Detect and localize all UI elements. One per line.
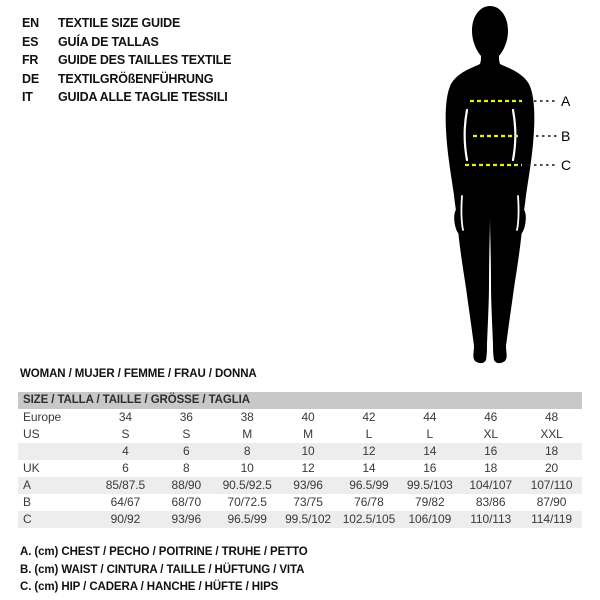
size-cell: 99.5/103 <box>406 478 453 492</box>
language-guide <box>22 14 231 107</box>
size-cell: 76/78 <box>354 495 384 509</box>
table-row <box>18 511 582 528</box>
lang-label: GUIDA ALLE TAGLIE TESSILI <box>58 90 228 105</box>
category-title: WOMAN / MUJER / FEMME / FRAU / DONNA <box>20 368 257 380</box>
size-cell: 8 <box>183 461 190 475</box>
size-cell: 99.5/102 <box>285 512 332 526</box>
size-cell: 14 <box>362 461 376 475</box>
row-label: A <box>23 478 31 492</box>
lang-code: FR <box>22 53 39 68</box>
table-row <box>18 443 582 460</box>
size-cell: 87/90 <box>536 495 567 509</box>
lang-label: TEXTILE SIZE GUIDE <box>58 16 181 30</box>
size-cell: 34 <box>118 410 133 424</box>
lang-label: GUIDE DES TAILLES TEXTILE <box>58 53 232 68</box>
size-cell: XXL <box>540 427 563 441</box>
size-cell: L <box>365 427 373 441</box>
size-cell: 38 <box>240 410 254 424</box>
row-label: US <box>23 427 40 441</box>
legend-line-chest: A. (cm) CHEST / PECHO / POITRINE / TRUHE / PETTO <box>20 546 308 558</box>
size-cell: 14 <box>423 444 437 458</box>
row-label: B <box>23 495 31 509</box>
size-cell: 10 <box>301 444 315 458</box>
size-cell: 102.5/105 <box>342 512 396 526</box>
size-cell: 79/82 <box>415 495 445 509</box>
size-cell: 20 <box>544 461 559 475</box>
table-row <box>18 477 582 494</box>
size-cell: 6 <box>122 461 129 475</box>
size-cell: 4 <box>122 444 129 458</box>
size-cell: 6 <box>183 444 190 458</box>
size-cell: 110/113 <box>470 512 512 526</box>
legend-line-hip: C. (cm) HIP / CADERA / HANCHE / HÜFTE / HIPS <box>20 581 279 593</box>
size-cell: 93/96 <box>171 512 202 526</box>
size-cell: 96.5/99 <box>349 478 389 492</box>
size-cell: 48 <box>544 410 559 424</box>
size-cell: S <box>121 427 130 441</box>
lang-label: GUÍA DE TALLAS <box>58 34 159 49</box>
lang-row-es <box>22 33 231 52</box>
size-cell: S <box>182 427 191 441</box>
size-cell: 85/87.5 <box>105 478 146 492</box>
size-cell: 90/92 <box>110 512 141 526</box>
size-cell: 40 <box>301 410 315 424</box>
size-cell: 42 <box>362 410 376 424</box>
lang-code: IT <box>22 90 33 105</box>
measure-label-b: B <box>561 128 571 144</box>
size-cell: 10 <box>240 461 254 475</box>
size-cell: L <box>426 427 434 441</box>
size-cell: 12 <box>301 461 315 475</box>
size-table-header: SIZE / TALLA / TAILLE / GRÖSSE / TAGLIA <box>18 392 582 409</box>
size-cell: 88/90 <box>171 478 202 492</box>
size-cell: 68/70 <box>171 495 202 509</box>
lang-row-en <box>22 14 231 33</box>
lang-label: TEXTILGRÖßENFÜHRUNG <box>58 71 214 86</box>
size-cell: 93/96 <box>293 478 323 492</box>
size-table-rows <box>18 409 582 528</box>
woman-silhouette <box>430 0 570 375</box>
size-cell: 12 <box>362 444 376 458</box>
size-cell: 64/67 <box>110 495 141 509</box>
size-cell: 70/72.5 <box>227 495 267 509</box>
size-cell: M <box>242 427 253 441</box>
size-cell: 96.5/99 <box>227 512 267 526</box>
size-cell: XL <box>483 427 498 441</box>
size-cell: 36 <box>179 410 193 424</box>
size-cell: 18 <box>544 444 559 458</box>
size-cell: 73/75 <box>293 495 323 509</box>
size-cell: 114/119 <box>531 512 573 526</box>
size-cell: M <box>303 427 314 441</box>
row-label <box>18 443 95 460</box>
legend-line-waist: B. (cm) WAIST / CINTURA / TAILLE / HÜFTUNG / VITA <box>20 563 305 576</box>
size-cell: 107/110 <box>530 478 573 492</box>
size-cell: 18 <box>484 461 498 475</box>
lang-row-de <box>22 70 231 89</box>
lang-row-it <box>22 88 231 107</box>
row-label: Europe <box>23 410 62 424</box>
size-cell: 104/107 <box>469 478 513 492</box>
table-row <box>18 494 582 511</box>
lang-code: ES <box>22 34 39 49</box>
size-cell: 83/86 <box>475 495 506 509</box>
lang-row-fr <box>22 51 231 70</box>
lang-code: DE <box>22 71 39 86</box>
size-table <box>18 392 582 528</box>
row-label: C <box>23 512 32 526</box>
measure-label-a: A <box>561 93 571 109</box>
table-row <box>18 460 582 477</box>
lang-code: EN <box>22 16 39 30</box>
table-row <box>18 409 582 426</box>
measure-label-c: C <box>561 157 572 173</box>
table-row <box>18 426 582 443</box>
size-cell: 44 <box>423 410 437 424</box>
measurement-legend <box>20 544 308 597</box>
row-label: UK <box>23 461 40 475</box>
size-cell: 16 <box>423 461 437 475</box>
size-cell: 106/109 <box>408 512 452 526</box>
size-cell: 8 <box>243 444 251 458</box>
size-cell: 16 <box>484 444 498 458</box>
size-cell: 90.5/92.5 <box>222 478 272 492</box>
size-cell: 46 <box>484 410 498 424</box>
